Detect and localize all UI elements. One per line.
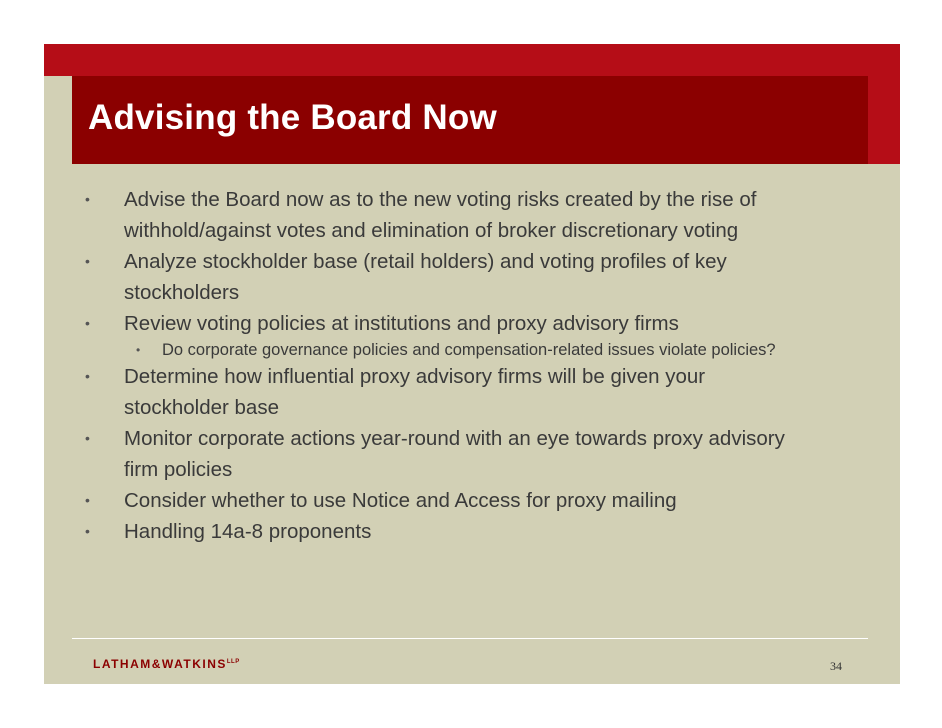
bullet-text: Analyze stockholder base (retail holders) and voting profiles of key stockholders	[124, 250, 727, 304]
bullet-item	[80, 184, 800, 246]
logo-suffix: LLP	[226, 659, 240, 665]
bullet-item	[80, 423, 800, 485]
sub-bullet-list	[124, 339, 800, 361]
slide-title: Advising the Board Now	[88, 98, 497, 137]
sub-bullet-text: Do corporate governance policies and compensation-related issues violate policies?	[162, 341, 776, 359]
title-accent-bar	[44, 44, 868, 76]
bullet-item	[80, 516, 800, 547]
bullet-text: Monitor corporate actions year-round with an eye towards proxy advisory firm policies	[124, 427, 785, 481]
bullet-item	[80, 308, 800, 361]
logo-text: LATHAM&WATKINS	[93, 657, 227, 671]
bullet-text: Review voting policies at institutions and proxy advisory firms	[124, 312, 679, 335]
page-number: 34	[830, 659, 842, 673]
sub-bullet-item	[124, 339, 812, 361]
bullet-text: Handling 14a-8 proponents	[124, 520, 372, 543]
corner-accent-bar	[868, 44, 900, 164]
bullet-item	[80, 485, 800, 516]
bullet-item	[80, 361, 800, 423]
firm-logo	[93, 657, 240, 671]
footer-divider	[72, 638, 868, 639]
bullet-text: Advise the Board now as to the new voting risks created by the rise of withhold/against votes and elimination of broker discretionary voting	[124, 188, 757, 242]
bullet-list	[80, 184, 800, 547]
bullet-item	[80, 246, 800, 308]
bullet-text: Consider whether to use Notice and Access for proxy mailing	[124, 489, 677, 512]
bullet-text: Determine how influential proxy advisory firms will be given your stockholder base	[124, 365, 706, 419]
